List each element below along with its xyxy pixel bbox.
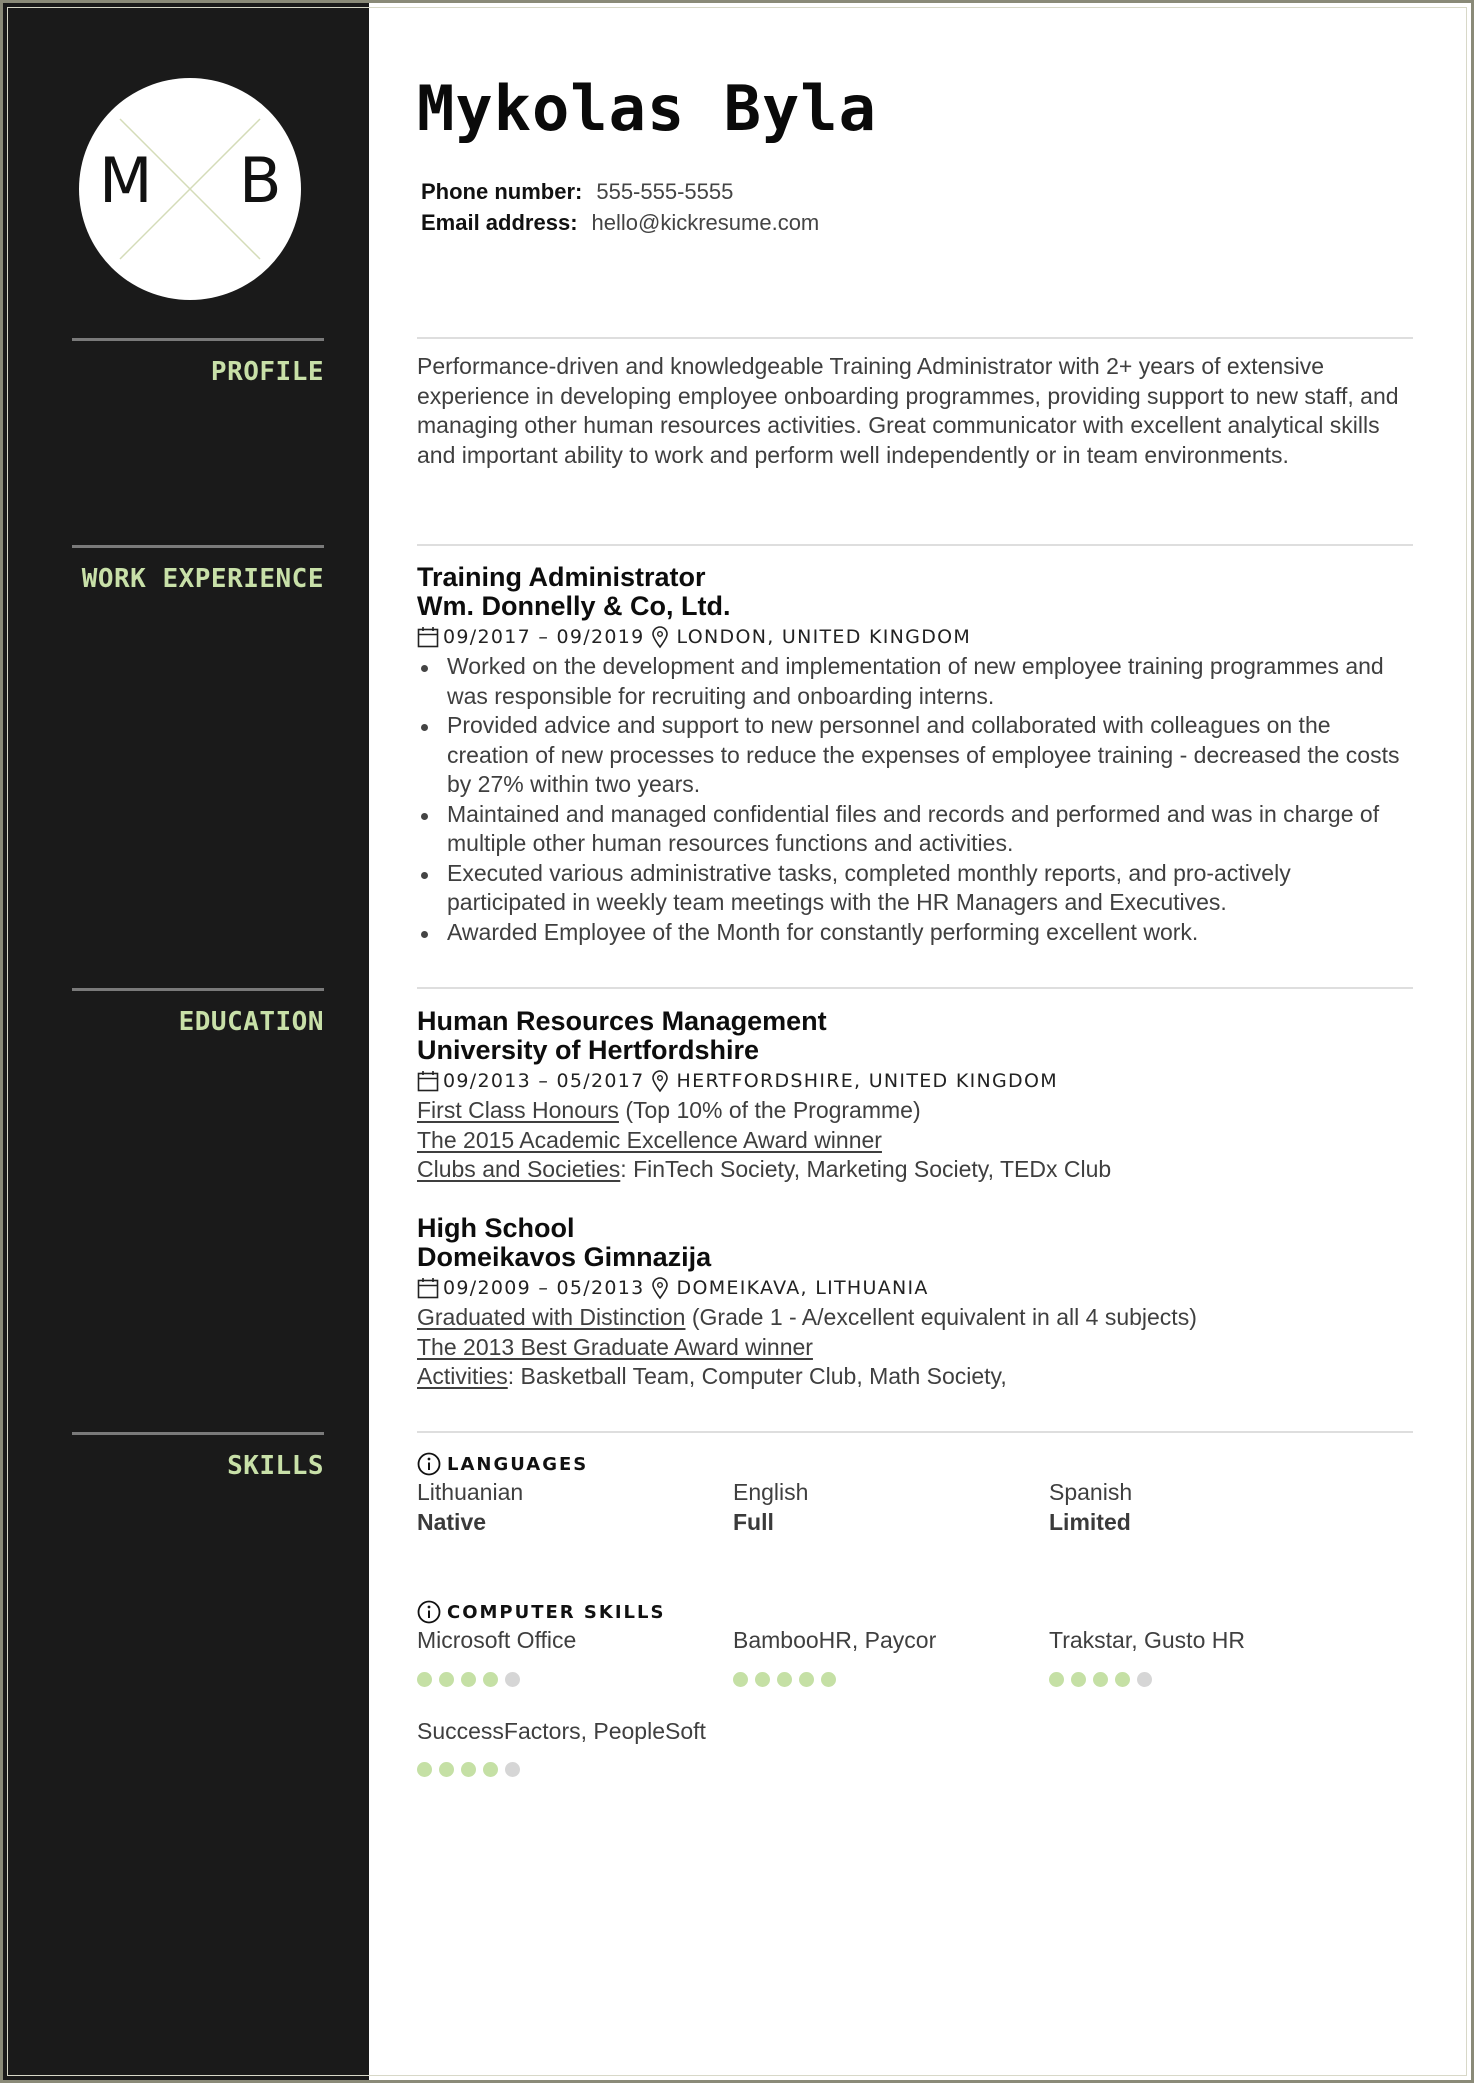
section-divider: [417, 337, 1413, 339]
phone-value: 555-555-5555: [596, 179, 734, 204]
education-location: HERTFORDSHIRE, UNITED KINGDOM: [676, 1070, 1058, 1092]
info-icon: [417, 1452, 441, 1476]
skill-name: Trakstar, Gusto HR: [1049, 1627, 1245, 1653]
school-name: University of Hertfordshire: [417, 1035, 760, 1065]
education-detail: [417, 1303, 1407, 1333]
rating-dot-empty-icon: [1137, 1672, 1152, 1687]
rating-dot-filled-icon: [755, 1672, 770, 1687]
rating-dot-filled-icon: [1115, 1672, 1130, 1687]
sidebar-section-skills: [72, 1432, 324, 1481]
section-label-education: EDUCATION: [178, 1007, 324, 1037]
languages-heading: [417, 1450, 1407, 1478]
rating-dot-filled-icon: [821, 1672, 836, 1687]
contact-email-row: [421, 207, 819, 238]
rating-dot-filled-icon: [1049, 1672, 1064, 1687]
list-item: Provided advice and support to new personnel and collaborated with colleagues on the creation of new processes to reduce the expenses of employee training - decreased the costs by 27% within two years.: [417, 711, 1407, 800]
rating-dot-filled-icon: [461, 1762, 476, 1777]
rating-dot-filled-icon: [777, 1672, 792, 1687]
sidebar-section-education: [72, 988, 324, 1037]
languages-block: [417, 1450, 1407, 1537]
section-divider: [417, 544, 1413, 546]
language-name: English: [733, 1479, 809, 1505]
list-item: Executed various administrative tasks, completed monthly reports, and pro-actively participated in weekly team meetings with the HR Managers and Executives.: [417, 859, 1407, 918]
education-detail-text: (Grade 1 - A/excellent equivalent in all 4 subjects): [685, 1304, 1197, 1330]
skill-rating: [417, 1762, 733, 1777]
skill-rating: [1049, 1672, 1365, 1687]
rating-dot-filled-icon: [733, 1672, 748, 1687]
list-item: Awarded Employee of the Month for constantly performing excellent work.: [417, 918, 1407, 948]
job-responsibilities: [417, 652, 1407, 947]
section-label-skills: SKILLS: [227, 1451, 324, 1481]
section-label-profile: PROFILE: [210, 357, 324, 387]
skill-item: [1049, 1626, 1365, 1687]
section-divider: [417, 987, 1413, 989]
rating-dot-filled-icon: [483, 1672, 498, 1687]
education-dates: 09/2009 – 05/2013: [443, 1277, 645, 1299]
skill-item: [733, 1626, 1049, 1687]
skill-item: [417, 1717, 733, 1778]
education-highlight-link: Clubs and Societies: [417, 1156, 621, 1182]
sidebar-divider: [72, 545, 324, 548]
computer-skills-grid: [417, 1626, 1407, 1777]
language-name: Lithuanian: [417, 1479, 524, 1505]
email-label: Email address:: [421, 210, 578, 235]
language-item: [733, 1478, 1049, 1537]
location-pin-icon: [645, 1276, 675, 1300]
contact-info: [421, 176, 819, 238]
education-detail: [417, 1126, 1407, 1156]
monogram-avatar: [79, 78, 301, 300]
job-location: LONDON, UNITED KINGDOM: [676, 626, 972, 648]
education-entry: [417, 1007, 1407, 1185]
section-label-work: WORK EXPERIENCE: [81, 564, 324, 594]
calendar-icon: [417, 626, 439, 648]
job-title: Training Administrator: [417, 562, 706, 592]
rating-dot-filled-icon: [483, 1762, 498, 1777]
language-name: Spanish: [1049, 1479, 1133, 1505]
skill-name: Microsoft Office: [417, 1627, 577, 1653]
list-item: Worked on the development and implementation of new employee training programmes and was responsible for recruiting and onboarding interns.: [417, 652, 1407, 711]
work-entry: [417, 563, 1407, 947]
sidebar-divider: [72, 338, 324, 341]
phone-label: Phone number:: [421, 179, 583, 204]
rating-dot-filled-icon: [799, 1672, 814, 1687]
education-detail-text: : Basketball Team, Computer Club, Math Society,: [507, 1363, 1007, 1389]
education-detail: [417, 1362, 1407, 1392]
education-detail: [417, 1155, 1407, 1185]
education-detail: [417, 1096, 1407, 1126]
sidebar-section-work: [72, 545, 324, 594]
education-meta: [417, 1273, 1407, 1303]
location-pin-icon: [645, 1069, 675, 1093]
rating-dot-filled-icon: [439, 1762, 454, 1777]
sidebar: [3, 3, 369, 2080]
education-highlight-link: Graduated with Distinction: [417, 1304, 686, 1330]
job-dates: 09/2017 – 09/2019: [443, 626, 645, 648]
rating-dot-empty-icon: [505, 1672, 520, 1687]
list-item: Maintained and managed confidential files and records and performed and was in charge of multiple other human resources functions and activities.: [417, 800, 1407, 859]
computer-skills-block: [417, 1598, 1407, 1777]
calendar-icon: [417, 1070, 439, 1092]
education-location: DOMEIKAVA, LITHUANIA: [676, 1277, 929, 1299]
sidebar-divider: [72, 1432, 324, 1435]
info-icon: [417, 1600, 441, 1624]
rating-dot-filled-icon: [417, 1672, 432, 1687]
candidate-name: Mykolas Byla: [417, 72, 877, 145]
calendar-icon: [417, 1277, 439, 1299]
profile-summary: Performance-driven and knowledgeable Training Administrator with 2+ years of extensive experience in developing employee onboarding programmes, providing support to new staff, and managing other human resources activities. Great communicator with excellent analytical skills and important ability to work and perform well independently or in team environments.: [417, 353, 1399, 468]
language-item: [1049, 1478, 1365, 1537]
rating-dot-empty-icon: [505, 1762, 520, 1777]
job-company: Wm. Donnelly & Co, Ltd.: [417, 591, 731, 621]
education-meta: [417, 1066, 1407, 1096]
contact-phone-row: [421, 176, 819, 207]
education-highlight-link: First Class Honours: [417, 1097, 619, 1123]
rating-dot-filled-icon: [461, 1672, 476, 1687]
computer-skills-heading: [417, 1598, 1407, 1626]
rating-dot-filled-icon: [439, 1672, 454, 1687]
language-level: Limited: [1049, 1508, 1131, 1535]
sidebar-section-profile: [72, 338, 324, 387]
skill-rating: [417, 1672, 733, 1687]
education-highlight-link: Activities: [417, 1363, 508, 1389]
job-meta: [417, 622, 1407, 652]
school-name: Domeikavos Gimnazija: [417, 1242, 712, 1272]
skill-name: SuccessFactors, PeopleSoft: [417, 1717, 706, 1744]
rating-dot-filled-icon: [1071, 1672, 1086, 1687]
education-highlight-link: The 2013 Best Graduate Award winner: [417, 1333, 813, 1360]
monogram-initial-first: M: [99, 144, 153, 217]
education-detail-text: (Top 10% of the Programme): [618, 1097, 921, 1123]
education-highlight-link: The 2015 Academic Excellence Award winner: [417, 1126, 882, 1153]
email-value: hello@kickresume.com: [591, 210, 820, 235]
language-level: Native: [417, 1508, 487, 1535]
skill-item: [417, 1626, 733, 1687]
section-divider: [417, 1431, 1413, 1433]
rating-dot-filled-icon: [417, 1762, 432, 1777]
languages-grid: [417, 1478, 1407, 1537]
skill-rating: [733, 1672, 1049, 1687]
sidebar-divider: [72, 988, 324, 991]
skill-name: BambooHR, Paycor: [733, 1627, 937, 1653]
monogram-initial-last: B: [239, 144, 282, 217]
language-item: [417, 1478, 733, 1537]
education-entry: [417, 1214, 1407, 1392]
degree-title: High School: [417, 1213, 575, 1243]
location-pin-icon: [645, 625, 675, 649]
language-level: Full: [733, 1508, 774, 1535]
languages-heading-label: LANGUAGES: [447, 1453, 589, 1475]
education-detail-text: : FinTech Society, Marketing Society, TEDx Club: [620, 1156, 1112, 1182]
education-detail: [417, 1333, 1407, 1363]
rating-dot-filled-icon: [1093, 1672, 1108, 1687]
computer-skills-heading-label: COMPUTER SKILLS: [447, 1601, 666, 1623]
degree-title: Human Resources Management: [417, 1006, 827, 1036]
education-dates: 09/2013 – 05/2017: [443, 1070, 645, 1092]
